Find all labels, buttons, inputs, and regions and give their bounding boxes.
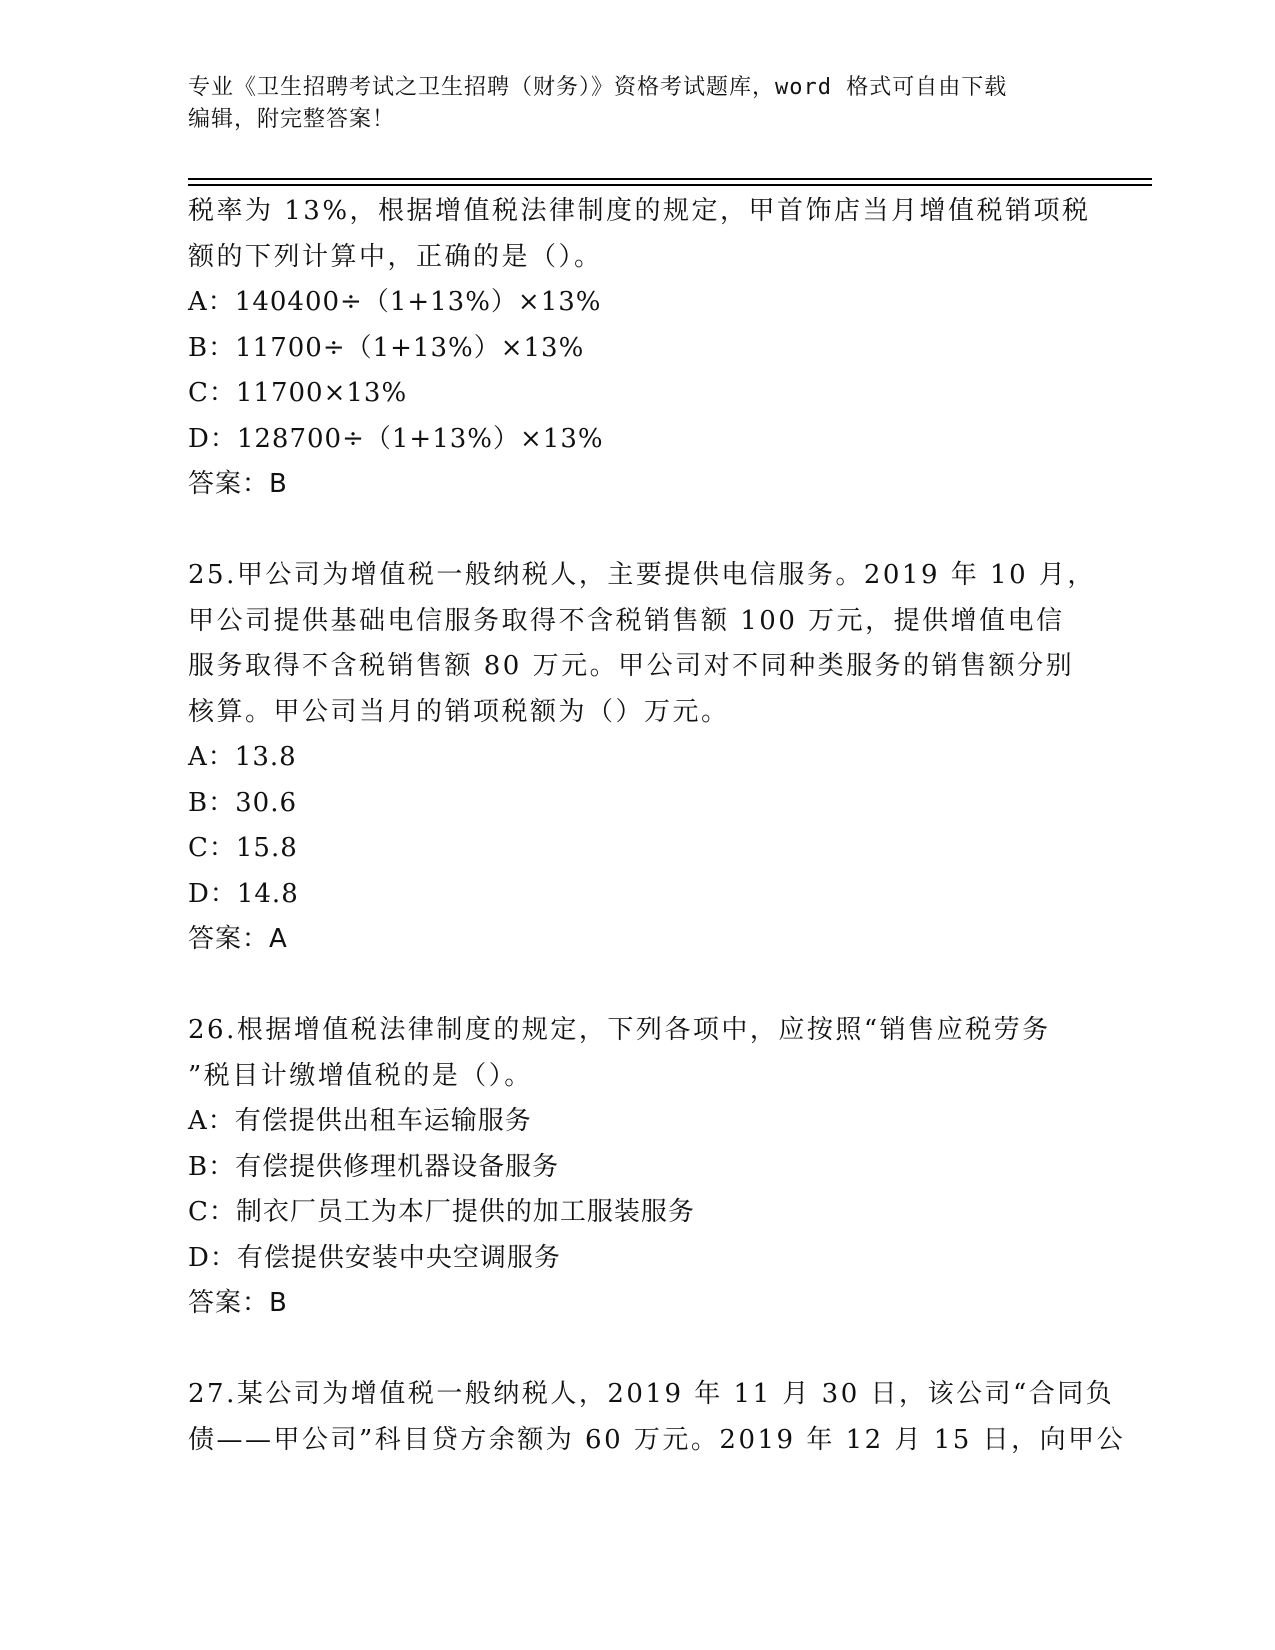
question-text-line: 税率为 13%，根据增值税法律制度的规定，甲首饰店当月增值税销项税	[188, 196, 1091, 226]
question-27	[188, 1372, 1126, 1463]
question-text-line: 27.某公司为增值税一般纳税人，2019 年 11 月 30 日，该公司“合同负	[188, 1379, 1115, 1409]
question-text-line: 核算。甲公司当月的销项税额为（）万元。	[188, 696, 730, 727]
option-d: D：有偿提供安装中央空调服务	[188, 1242, 561, 1273]
option-c: C：11700×13%	[188, 378, 408, 408]
header-divider-bottom	[188, 184, 1152, 186]
question-26	[188, 1008, 1088, 1327]
question-text-line: 25.甲公司为增值税一般纳税人，主要提供电信服务。2019 年 10 月，	[188, 560, 1096, 590]
question-text-line: 额的下列计算中，正确的是（）。	[188, 241, 603, 272]
option-b: B：有偿提供修理机器设备服务	[188, 1151, 560, 1182]
question-text-line: 服务取得不含税销售额 80 万元。甲公司对不同种类服务的销售额分别	[188, 651, 1075, 681]
question-25	[188, 553, 1096, 963]
question-text-line: 债——甲公司”科目贷方余额为 60 万元。2019 年 12 月 15 日，向甲公	[188, 1424, 1126, 1455]
answer: 答案：A	[188, 924, 288, 954]
header-line-1: 专业《卫生招聘考试之卫生招聘（财务）》资格考试题库，word 格式可自由下载	[188, 75, 1008, 100]
document-header	[188, 72, 1088, 136]
question-text-line: ”税目计缴增值税的是（）。	[188, 1060, 533, 1091]
option-b: B：11700÷（1+13%）×13%	[188, 332, 585, 363]
header-line-2: 编辑，附完整答案！	[188, 107, 396, 132]
option-a: A：140400÷（1+13%）×13%	[188, 287, 602, 317]
option-b: B：30.6	[188, 787, 297, 818]
question-text-line: 甲公司提供基础电信服务取得不含税销售额 100 万元，提供增值电信	[188, 605, 1065, 636]
question-content	[188, 189, 1126, 1463]
question-text-line: 26.根据增值税法律制度的规定，下列各项中，应按照“销售应税劳务	[188, 1015, 1051, 1045]
header-divider-top	[188, 178, 1152, 180]
option-d: D：128700÷（1+13%）×13%	[188, 423, 604, 454]
option-c: C：15.8	[188, 833, 298, 863]
question-24	[188, 189, 1091, 508]
option-a: A：13.8	[188, 742, 297, 772]
answer: 答案：B	[188, 469, 288, 499]
option-d: D：14.8	[188, 878, 299, 909]
answer: 答案：B	[188, 1288, 288, 1318]
option-c: C：制衣厂员工为本厂提供的加工服装服务	[188, 1197, 695, 1227]
option-a: A：有偿提供出租车运输服务	[188, 1106, 532, 1136]
